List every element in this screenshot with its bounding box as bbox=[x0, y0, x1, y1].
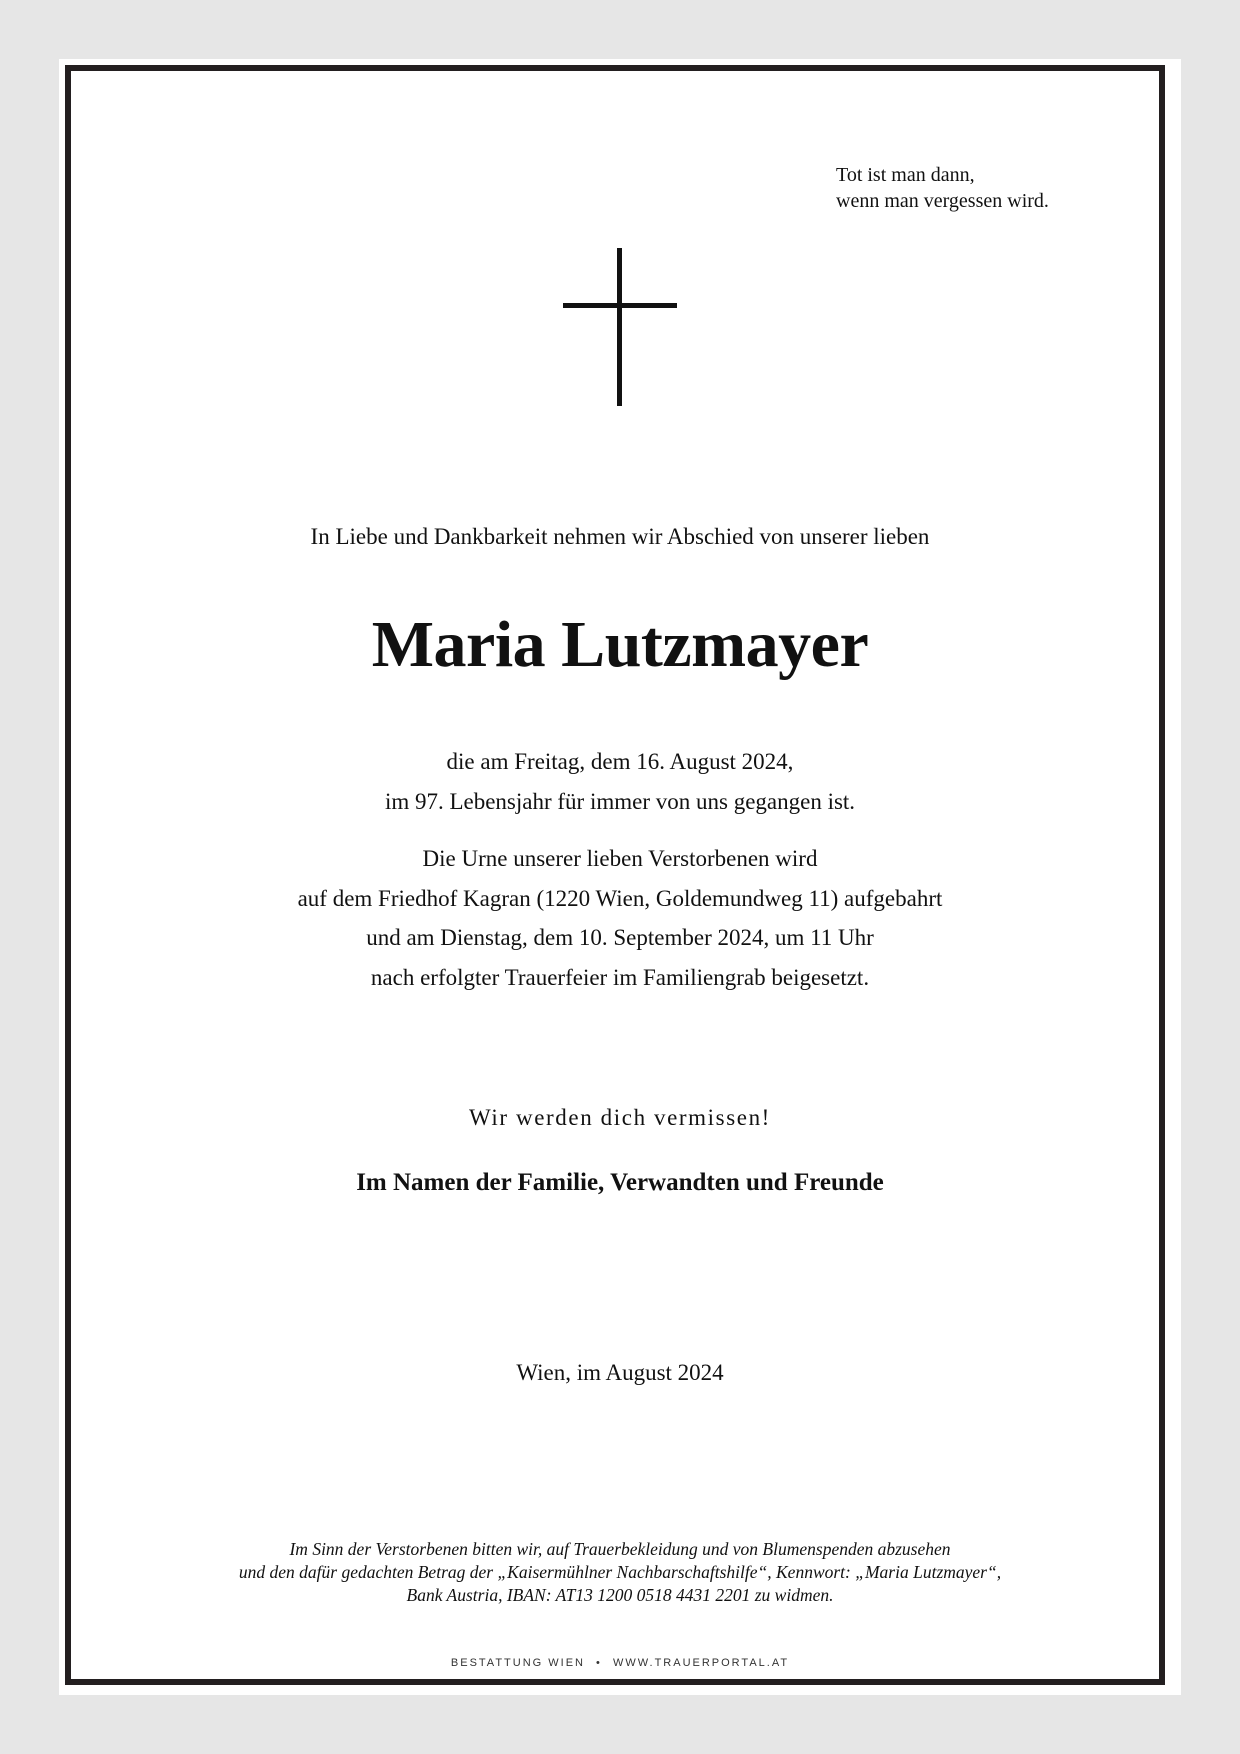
farewell-text: Wir werden dich vermissen! bbox=[469, 1105, 771, 1130]
burial-notice bbox=[120, 839, 1120, 997]
footer bbox=[120, 1657, 1120, 1669]
death-notice-line: die am Freitag, dem 16. August 2024, bbox=[446, 749, 794, 774]
burial-notice-line: nach erfolgter Trauerfeier im Familiengrab beigesetzt. bbox=[370, 964, 870, 990]
footer-website-link[interactable]: WWW.TRAUERPORTAL.AT bbox=[612, 1657, 790, 1669]
footer-funeral-home: BESTATTUNG WIEN bbox=[450, 1657, 585, 1669]
donation-note-line: und den dafür gedachten Betrag der „Kaisermühlner Nachbarschaftshilfe“, Kennwort: „Maria Lutzmayer“, bbox=[238, 1562, 1002, 1582]
motto-line: Tot ist man dann, bbox=[836, 164, 975, 186]
burial-notice-line: Die Urne unserer lieben Verstorbenen wird bbox=[422, 846, 818, 871]
intro-text: In Liebe und Dankbarkeit nehmen wir Abschied von unserer lieben bbox=[310, 524, 930, 549]
burial-notice-line: auf dem Friedhof Kagran (1220 Wien, Goldemundweg 11) aufgebahrt bbox=[297, 885, 943, 911]
signature-text: Im Namen der Familie, Verwandten und Freunde bbox=[356, 1169, 884, 1196]
footer-separator: • bbox=[596, 1657, 602, 1669]
death-notice bbox=[120, 742, 1120, 821]
motto-quote bbox=[836, 162, 1049, 214]
motto-line: wenn man vergessen wird. bbox=[836, 190, 1049, 212]
donation-note-line: Bank Austria, IBAN: AT13 1200 0518 4431 2201 zu widmen. bbox=[406, 1585, 834, 1605]
donation-note-line: Im Sinn der Verstorbenen bitten wir, auf Trauerbekleidung und von Blumenspenden abzusehen bbox=[289, 1539, 951, 1559]
donation-note bbox=[120, 1538, 1120, 1607]
death-notice-line: im 97. Lebensjahr für immer von uns gegangen ist. bbox=[384, 788, 856, 814]
place-date: Wien, im August 2024 bbox=[516, 1360, 724, 1385]
deceased-name: Maria Lutzmayer bbox=[371, 608, 869, 681]
cross-icon bbox=[563, 248, 677, 408]
burial-notice-line: und am Dienstag, dem 10. September 2024, um 11 Uhr bbox=[366, 925, 874, 950]
